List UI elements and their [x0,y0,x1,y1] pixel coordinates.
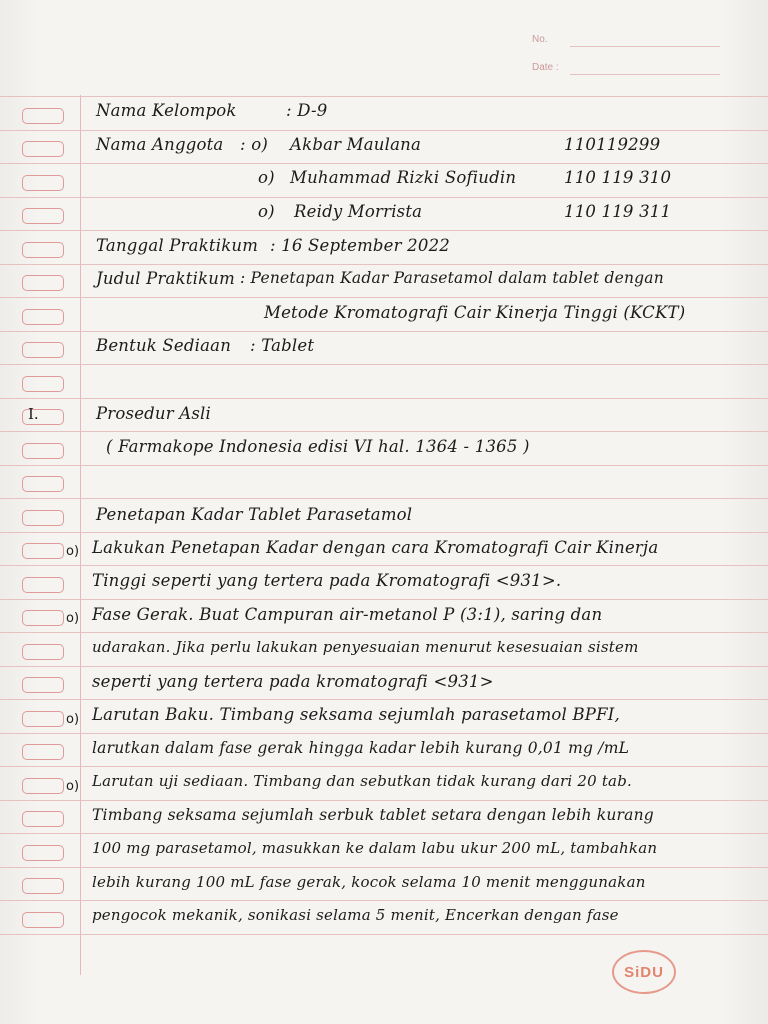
date-line [570,74,720,75]
margin-box [22,443,64,459]
procedure-line: udarakan. Jika perlu lakukan penyesuaian menurut kesesuaian sistem [92,638,639,656]
margin-box [22,845,64,861]
rule-line [0,900,768,901]
margin-box [22,912,64,928]
procedure-line: pengocok mekanik, sonikasi selama 5 menit, Encerkan dengan fase [92,906,619,924]
margin-line [80,95,81,975]
margin-box [22,778,64,794]
procedure-line: Tinggi seperti yang tertera pada Kromatografi <931>. [92,571,562,590]
rule-line [0,565,768,566]
member-name: Reidy Morrista [294,202,423,221]
procedure-title: Penetapan Kadar Tablet Parasetamol [96,505,413,524]
line-bullet: o) [66,712,80,727]
section-title: Prosedur Asli [96,404,212,423]
no-line [570,46,720,47]
tanggal-value: : 16 September 2022 [270,236,450,255]
margin-box [22,141,64,157]
rule-line [0,96,768,97]
rule-line [0,230,768,231]
margin-box [22,677,64,693]
rule-line [0,398,768,399]
margin-box [22,376,64,392]
margin-box [22,510,64,526]
member-name: Akbar Maulana [290,135,421,154]
rule-line [0,867,768,868]
line-bullet: o) [66,611,80,626]
margin-box [22,108,64,124]
margin-box [22,175,64,191]
rule-line [0,331,768,332]
nama-anggota-label: Nama Anggota [96,135,224,154]
margin-box [22,878,64,894]
sidu-logo [612,950,676,994]
line-bullet: o) [66,544,80,559]
section-number: I. [28,405,39,423]
margin-box [22,309,64,325]
rule-line [0,632,768,633]
rule-line [0,431,768,432]
procedure-line: 100 mg parasetamol, masukkan ke dalam labu ukur 200 mL, tambahkan [92,839,658,857]
member-nim: 110 119 310 [564,168,672,187]
judul-line-1: : Penetapan Kadar Parasetamol dalam tablet dengan [240,269,664,287]
tanggal-label: Tanggal Praktikum [96,236,259,255]
margin-box [22,342,64,358]
margin-box [22,577,64,593]
procedure-line: Timbang seksama sejumlah serbuk tablet setara dengan lebih kurang [92,806,654,824]
procedure-line: Fase Gerak. Buat Campuran air-metanol P (3:1), saring dan [92,605,603,624]
member-bullet: o) [258,202,275,221]
procedure-line: seperti yang tertera pada kromatografi <931> [92,672,494,691]
rule-line [0,498,768,499]
rule-line [0,297,768,298]
procedure-line: Larutan Baku. Timbang seksama sejumlah parasetamol BPFI, [92,705,620,724]
judul-label: Judul Praktikum [96,269,235,288]
margin-box [22,208,64,224]
margin-box [22,476,64,492]
procedure-line: larutkan dalam fase gerak hingga kadar lebih kurang 0,01 mg /mL [92,739,630,757]
member-name: Muhammad Rizki Sofiudin [290,168,517,187]
rule-line [0,766,768,767]
margin-box [22,543,64,559]
procedure-line: lebih kurang 100 mL fase gerak, kocok selama 10 menit menggunakan [92,873,646,891]
rule-line [0,364,768,365]
member-nim: 110 119 311 [564,202,672,221]
procedure-line: Lakukan Penetapan Kadar dengan cara Kromatografi Cair Kinerja [92,538,659,557]
nama-kelompok-value: : D-9 [286,101,328,120]
rule-line [0,465,768,466]
judul-line-2: Metode Kromatografi Cair Kinerja Tinggi (KCKT) [264,303,686,322]
member-nim: 110119299 [564,135,661,154]
member-bullet: o) [258,168,275,187]
rule-line [0,532,768,533]
rule-line [0,197,768,198]
section-reference: ( Farmakope Indonesia edisi VI hal. 1364 - 1365 ) [106,437,530,456]
rule-line [0,699,768,700]
rule-line [0,934,768,935]
date-label: Date : [532,62,559,73]
nama-kelompok-label: Nama Kelompok [96,101,237,120]
margin-box [22,744,64,760]
margin-box [22,610,64,626]
rule-line [0,264,768,265]
margin-box [22,242,64,258]
rule-line [0,599,768,600]
rule-line [0,666,768,667]
line-bullet: o) [66,779,80,794]
rule-line [0,733,768,734]
rule-line [0,130,768,131]
member-bullet: : o) [240,135,268,154]
margin-box [22,275,64,291]
no-label: No. [532,34,548,45]
procedure-line: Larutan uji sediaan. Timbang dan sebutkan tidak kurang dari 20 tab. [92,772,632,790]
rule-line [0,163,768,164]
margin-box [22,811,64,827]
rule-line [0,833,768,834]
rule-line [0,800,768,801]
bentuk-label: Bentuk Sediaan [96,336,232,355]
sidu-logo-text: SiDU [624,963,664,981]
margin-box [22,644,64,660]
margin-box [22,711,64,727]
bentuk-value: : Tablet [250,336,315,355]
